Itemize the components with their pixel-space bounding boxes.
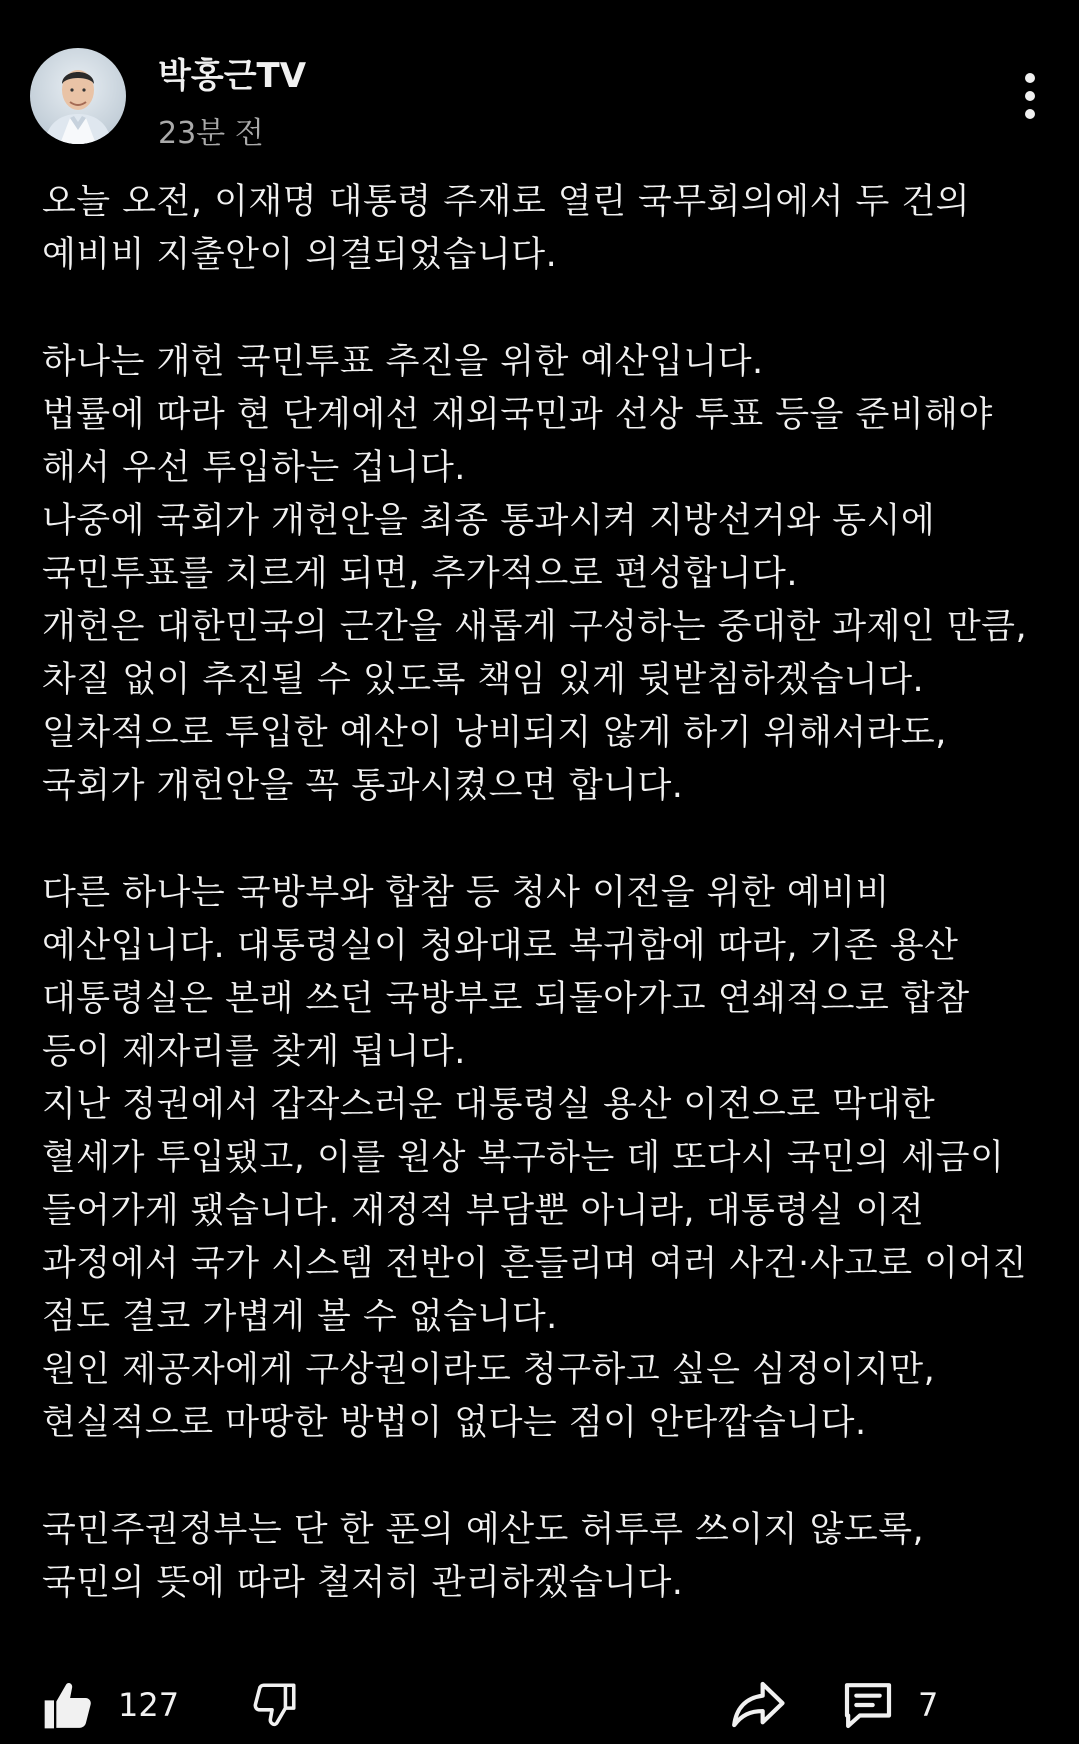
post-text-line: 지난 정권에서 갑작스러운 대통령실 용산 이전으로 막대한 — [42, 1085, 936, 1125]
post-text-line: 하나는 개헌 국민투표 추진을 위한 예산입니다. — [42, 342, 764, 382]
share-button[interactable] — [730, 1670, 786, 1740]
channel-name[interactable]: 박홍근TV — [158, 56, 307, 96]
comment-count: 7 — [918, 1686, 939, 1724]
like-button[interactable] — [40, 1670, 179, 1740]
post-header — [30, 48, 1050, 151]
post-text-line: 국민의 뜻에 따라 철저히 관리하겠습니다. — [42, 1563, 684, 1603]
post-text-line: 일차적으로 투입한 예산이 낭비되지 않게 하기 위해서라도, — [42, 713, 947, 753]
more-dot-icon — [1025, 109, 1035, 119]
post-text-line: 국민주권정부는 단 한 푼의 예산도 허투루 쓰이지 않도록, — [42, 1510, 925, 1550]
more-options-button[interactable] — [1010, 66, 1050, 126]
post-text-line: 국민투표를 치르게 되면, 추가적으로 편성합니다. — [42, 554, 798, 594]
action-bar — [40, 1670, 1050, 1740]
post-paragraph — [42, 336, 1052, 813]
avatar-image — [30, 48, 126, 144]
post-text-line: 예비비 지출안이 의결되었습니다. — [42, 235, 558, 275]
share-icon — [730, 1679, 786, 1731]
post-text-line: 법률에 따라 현 단계에선 재외국민과 선상 투표 등을 준비해야 — [42, 395, 993, 435]
post-paragraph — [42, 867, 1052, 1450]
post-body — [42, 176, 1052, 1664]
post-text-line: 오늘 오전, 이재명 대통령 주재로 열린 국무회의에서 두 건의 — [42, 182, 971, 222]
avatar[interactable] — [30, 48, 126, 144]
comment-icon — [840, 1677, 896, 1733]
post-text-line: 국회가 개헌안을 꼭 통과시켰으면 합니다. — [42, 766, 684, 806]
post-text-line: 예산입니다. 대통령실이 청와대로 복귀함에 따라, 기존 용산 — [42, 926, 959, 966]
post-text-line: 개헌은 대한민국의 근간을 새롭게 구성하는 중대한 과제인 만큼, — [42, 607, 1028, 647]
dislike-button[interactable] — [250, 1670, 300, 1740]
post-text-line: 혈세가 투입됐고, 이를 원상 복구하는 데 또다시 국민의 세금이 — [42, 1138, 1005, 1178]
post-text-line: 다른 하나는 국방부와 합참 등 청사 이전을 위한 예비비 — [42, 873, 890, 913]
post-text-line: 해서 우선 투입하는 겁니다. — [42, 448, 466, 488]
post-text-line: 점도 결코 가볍게 볼 수 없습니다. — [42, 1297, 558, 1337]
comment-button[interactable] — [840, 1670, 938, 1740]
thumbs-up-icon — [40, 1677, 96, 1733]
post-text-line: 나중에 국회가 개헌안을 최종 통과시켜 지방선거와 동시에 — [42, 501, 936, 541]
post-timestamp: 23분 전 — [158, 116, 264, 151]
thumbs-down-icon — [250, 1680, 300, 1730]
like-count: 127 — [118, 1686, 180, 1724]
post-text-line: 차질 없이 추진될 수 있도록 책임 있게 뒷받침하겠습니다. — [42, 660, 925, 700]
post-text-line: 들어가게 됐습니다. 재정적 부담뿐 아니라, 대통령실 이전 — [42, 1191, 925, 1231]
post-text-line: 현실적으로 마땅한 방법이 없다는 점이 안타깝습니다. — [42, 1403, 867, 1443]
post-paragraph — [42, 176, 1052, 282]
post-text-line: 대통령실은 본래 쓰던 국방부로 되돌아가고 연쇄적으로 합참 — [42, 979, 970, 1019]
post-text-line: 등이 제자리를 찾게 됩니다. — [42, 1032, 466, 1072]
post-paragraph — [42, 1504, 1052, 1610]
post-text-line: 원인 제공자에게 구상권이라도 청구하고 싶은 심정이지만, — [42, 1350, 936, 1390]
more-dot-icon — [1025, 73, 1035, 83]
post-text-line: 과정에서 국가 시스템 전반이 흔들리며 여러 사건·사고로 이어진 — [42, 1244, 1028, 1284]
more-dot-icon — [1025, 91, 1035, 101]
